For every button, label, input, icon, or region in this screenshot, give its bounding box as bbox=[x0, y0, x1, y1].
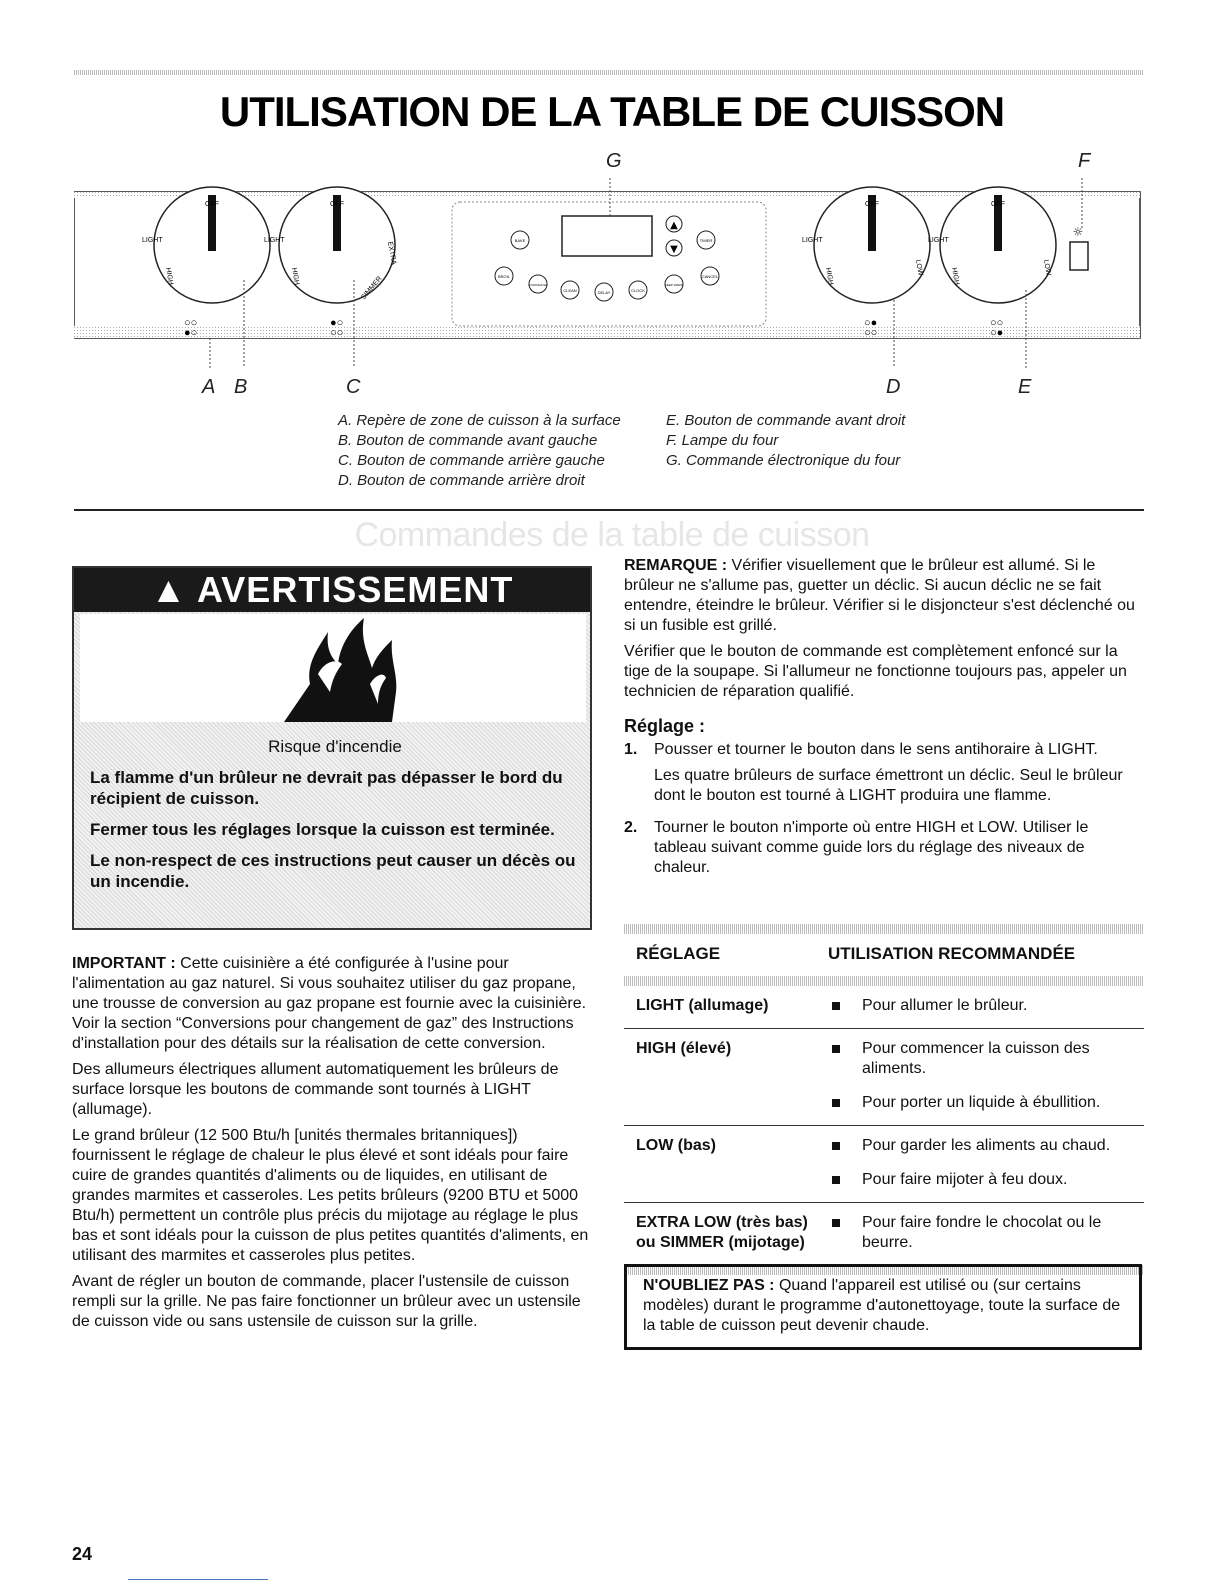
bullet-icon bbox=[832, 1045, 840, 1053]
warning-triangle-icon: ▲ bbox=[150, 569, 188, 610]
btn-cook-hold: COOK&HOLD bbox=[528, 283, 548, 287]
bullet-icon bbox=[832, 1099, 840, 1107]
svg-text:○●: ○● bbox=[864, 317, 878, 329]
section-divider bbox=[74, 509, 1144, 511]
row-use: Pour garder les aliments au chaud. bbox=[862, 1137, 1111, 1154]
row-use: Pour commencer la cuisson des aliments. bbox=[862, 1040, 1090, 1077]
svg-text:▲: ▲ bbox=[670, 220, 678, 231]
right-column bbox=[624, 556, 1144, 890]
knob2-simmer: SIMMER bbox=[360, 275, 384, 302]
reminder-box bbox=[624, 1264, 1142, 1350]
btn-cancel: CANCEL bbox=[701, 274, 719, 279]
legend-left bbox=[338, 411, 621, 491]
label-f: F bbox=[1078, 150, 1091, 172]
btn-delay: DELAY bbox=[597, 290, 611, 295]
warning-line: Fermer tous les réglages lorsque la cuisson est terminée. bbox=[90, 820, 555, 839]
remarque-label: REMARQUE : bbox=[624, 557, 728, 574]
svg-text:○○: ○○ bbox=[864, 327, 878, 339]
label-a: A bbox=[202, 376, 216, 398]
step-number: 1. bbox=[624, 741, 638, 758]
left-column bbox=[72, 954, 592, 1338]
warning-box bbox=[72, 566, 592, 930]
bullet-icon bbox=[832, 1219, 840, 1227]
remarque-paragraph bbox=[624, 556, 1144, 636]
btn-broil: BROIL bbox=[497, 274, 511, 279]
legend-item: A. Repère de zone de cuisson à la surface bbox=[338, 412, 621, 429]
knob-front-right bbox=[928, 187, 1056, 339]
control-panel-illustration bbox=[74, 150, 1150, 400]
legend-item: B. Bouton de commande avant gauche bbox=[338, 432, 598, 449]
knob-rear-right bbox=[802, 187, 930, 339]
knob2-high: HIGH bbox=[290, 267, 300, 286]
table-header-rule bbox=[624, 976, 1144, 986]
fire-pictogram-area bbox=[80, 614, 586, 722]
paragraph: Le grand brûleur (12 500 Btu/h [unités thermales britanniques]) fournissent le réglage de chaleur le plus élevé et sont idéals pour faire cuire de grandes quantités d'aliments ou de liquides, en utilisant de grandes marmites et casseroles. Les petits brûleurs (9200 BTU et 5000 Btu/h) permettent un contrôle plus précis du mijotage au réglage le plus bas et sont idéals pour la cuisson de plus petites quantités d'aliments, en utilisant des marmites et casseroles plus petites. bbox=[72, 1127, 589, 1264]
table-row bbox=[624, 1126, 1144, 1203]
knob2-extra: EXTRA bbox=[386, 241, 397, 266]
label-g: G bbox=[606, 150, 622, 172]
step-number: 2. bbox=[624, 819, 638, 836]
label-e: E bbox=[1018, 376, 1032, 398]
control-panel-diagram bbox=[74, 150, 1150, 400]
step-text: Tourner le bouton n'importe où entre HIGH et LOW. Utiliser le tableau suivant comme guide lors du réglage des niveaux de chaleur. bbox=[654, 819, 1089, 876]
svg-text:▼: ▼ bbox=[670, 244, 678, 255]
legend-item: C. Bouton de commande arrière gauche bbox=[338, 452, 605, 469]
btn-clean: CLEAN bbox=[563, 288, 577, 293]
btn-clock: CLOCK bbox=[631, 288, 645, 293]
warning-heading: AVERTISSEMENT bbox=[196, 569, 514, 610]
row-use: Pour allumer le brûleur. bbox=[862, 997, 1028, 1014]
remarque-text: Vérifier visuellement que le brûleur est allumé. Si le brûleur ne s'allume pas, guetter un déclic. Si aucun déclic ne se fait entendre, éteindre le brûleur. Vérifier si le disjoncteur s'est déclenché ou si un fusible est grillé. bbox=[624, 557, 1135, 634]
table-row bbox=[624, 986, 1144, 1029]
legend-item: G. Commande électronique du four bbox=[666, 452, 901, 469]
knob2-light: LIGHT bbox=[264, 237, 285, 244]
header-setting: RÉGLAGE bbox=[636, 944, 721, 963]
label-b: B bbox=[234, 376, 248, 398]
svg-text:○●: ○● bbox=[990, 327, 1004, 339]
svg-text:○○: ○○ bbox=[184, 317, 198, 329]
oven-light-switch bbox=[1070, 225, 1088, 270]
knob1-off: OFF bbox=[205, 201, 219, 208]
step-text: Pousser et tourner le bouton dans le sens antihoraire à LIGHT. bbox=[654, 741, 1098, 758]
label-c: C bbox=[346, 376, 361, 398]
legend-item: E. Bouton de commande avant droit bbox=[666, 412, 906, 429]
reglage-heading: Réglage : bbox=[624, 716, 706, 736]
knob3-low: LOW bbox=[914, 259, 924, 277]
header-usage: UTILISATION RECOMMANDÉE bbox=[828, 944, 1076, 963]
knob4-high: HIGH bbox=[950, 267, 960, 286]
panel-bottom-shade bbox=[74, 326, 1140, 338]
row-use: Pour faire mijoter à feu doux. bbox=[862, 1171, 1068, 1188]
table-row bbox=[624, 1203, 1144, 1265]
knob3-light: LIGHT bbox=[802, 237, 823, 244]
step-item bbox=[624, 740, 1144, 812]
legend-item: F. Lampe du four bbox=[666, 432, 779, 449]
table-top-rule bbox=[624, 924, 1144, 934]
label-d: D bbox=[886, 376, 901, 398]
section-subtitle: Commandes de la table de cuisson bbox=[354, 516, 870, 554]
svg-text:○○: ○○ bbox=[330, 327, 344, 339]
paragraph: Des allumeurs électriques allument automatiquement les brûleurs de surface lorsque les boutons de commande sont tournés à LIGHT (allumage). bbox=[72, 1061, 559, 1118]
important-paragraph bbox=[72, 954, 592, 1054]
btn-timer: TIMER bbox=[699, 238, 713, 243]
important-text: Cette cuisinière a été configurée à l'usine pour l'alimentation au gaz naturel. Si vous souhaitez utiliser du gaz propane, une trousse de conversion au gaz propane est fournie avec la cuisinière. Voir la section “Conversions pour changement de gaz” des Instructions d'installation pour des détails sur la réalisation de cette conversion. bbox=[72, 955, 587, 1052]
table-row bbox=[624, 1029, 1144, 1126]
bullet-icon bbox=[832, 1176, 840, 1184]
svg-text:○○: ○○ bbox=[990, 317, 1004, 329]
btn-keep-warm: KEEP WARM bbox=[664, 283, 684, 287]
table-header bbox=[624, 934, 1144, 976]
warning-risk: Risque d'incendie bbox=[268, 737, 402, 756]
row-setting: EXTRA LOW (très bas) ou SIMMER (mijotage) bbox=[636, 1214, 808, 1251]
bullet-icon bbox=[832, 1142, 840, 1150]
top-dotted-rule bbox=[74, 70, 1144, 75]
warning-text bbox=[90, 736, 580, 902]
row-setting: HIGH (élevé) bbox=[636, 1040, 732, 1057]
knob4-low: LOW bbox=[1042, 259, 1052, 277]
knob1-light: LIGHT bbox=[142, 237, 163, 244]
knob3-high: HIGH bbox=[824, 267, 834, 286]
svg-text:●○: ●○ bbox=[330, 317, 344, 329]
step-item bbox=[624, 818, 1144, 884]
legend-right bbox=[666, 411, 905, 471]
svg-text:☼: ☼ bbox=[1072, 225, 1084, 239]
row-use: Pour porter un liquide à ébullition. bbox=[862, 1094, 1101, 1111]
paragraph: Vérifier que le bouton de commande est complètement enfoncé sur la tige de la soupape. Si l'allumeur ne fonctionne toujours pas, appeler un technicien de réparation qualifié. bbox=[624, 643, 1127, 700]
step-subtext: Les quatre brûleurs de surface émettront un déclic. Seul le brûleur dont le bouton est tourné à LIGHT produira une flamme. bbox=[654, 767, 1123, 804]
knob-front-left bbox=[142, 187, 270, 339]
warning-line: Le non-respect de ces instructions peut causer un décès ou un incendie. bbox=[90, 851, 576, 891]
important-label: IMPORTANT : bbox=[72, 955, 176, 972]
svg-text:●○: ●○ bbox=[184, 327, 198, 339]
fire-hazard-icon bbox=[80, 614, 586, 722]
knob1-high: HIGH bbox=[164, 267, 174, 286]
page-number: 24 bbox=[72, 1544, 93, 1564]
knob-rear-left bbox=[264, 187, 397, 339]
knob3-off: OFF bbox=[865, 201, 879, 208]
warning-line: La flamme d'un brûleur ne devrait pas dépasser le bord du récipient de cuisson. bbox=[90, 768, 563, 808]
page-title: UTILISATION DE LA TABLE DE CUISSON bbox=[219, 88, 1005, 135]
knob4-off: OFF bbox=[991, 201, 1005, 208]
reminder-label: N'OUBLIEZ PAS : bbox=[643, 1277, 775, 1294]
reminder-text: Quand l'appareil est utilisé ou (sur certains modèles) durant le programme d'autonettoyage, toute la surface de la table de cuisson peut devenir chaude. bbox=[643, 1277, 1121, 1334]
knob2-off: OFF bbox=[330, 201, 344, 208]
display-window bbox=[562, 216, 652, 256]
paragraph: Avant de régler un bouton de commande, placer l'ustensile de cuisson rempli sur la grille. Ne pas faire fonctionner un brûleur avec un ustensile de cuisson vide ou sans ustensile de cuisson sur la grille. bbox=[72, 1273, 581, 1330]
row-setting: LIGHT (allumage) bbox=[636, 997, 769, 1014]
electronic-oven-control bbox=[452, 202, 766, 326]
settings-table bbox=[624, 924, 1144, 1275]
legend-item: D. Bouton de commande arrière droit bbox=[338, 472, 585, 489]
btn-bake: BAKE bbox=[514, 238, 526, 243]
footer-line bbox=[128, 1579, 268, 1580]
warning-header bbox=[74, 568, 590, 612]
knob4-light: LIGHT bbox=[928, 237, 949, 244]
row-use: Pour faire fondre le chocolat ou le beurre. bbox=[862, 1214, 1102, 1251]
bullet-icon bbox=[832, 1002, 840, 1010]
row-setting: LOW (bas) bbox=[636, 1137, 716, 1154]
